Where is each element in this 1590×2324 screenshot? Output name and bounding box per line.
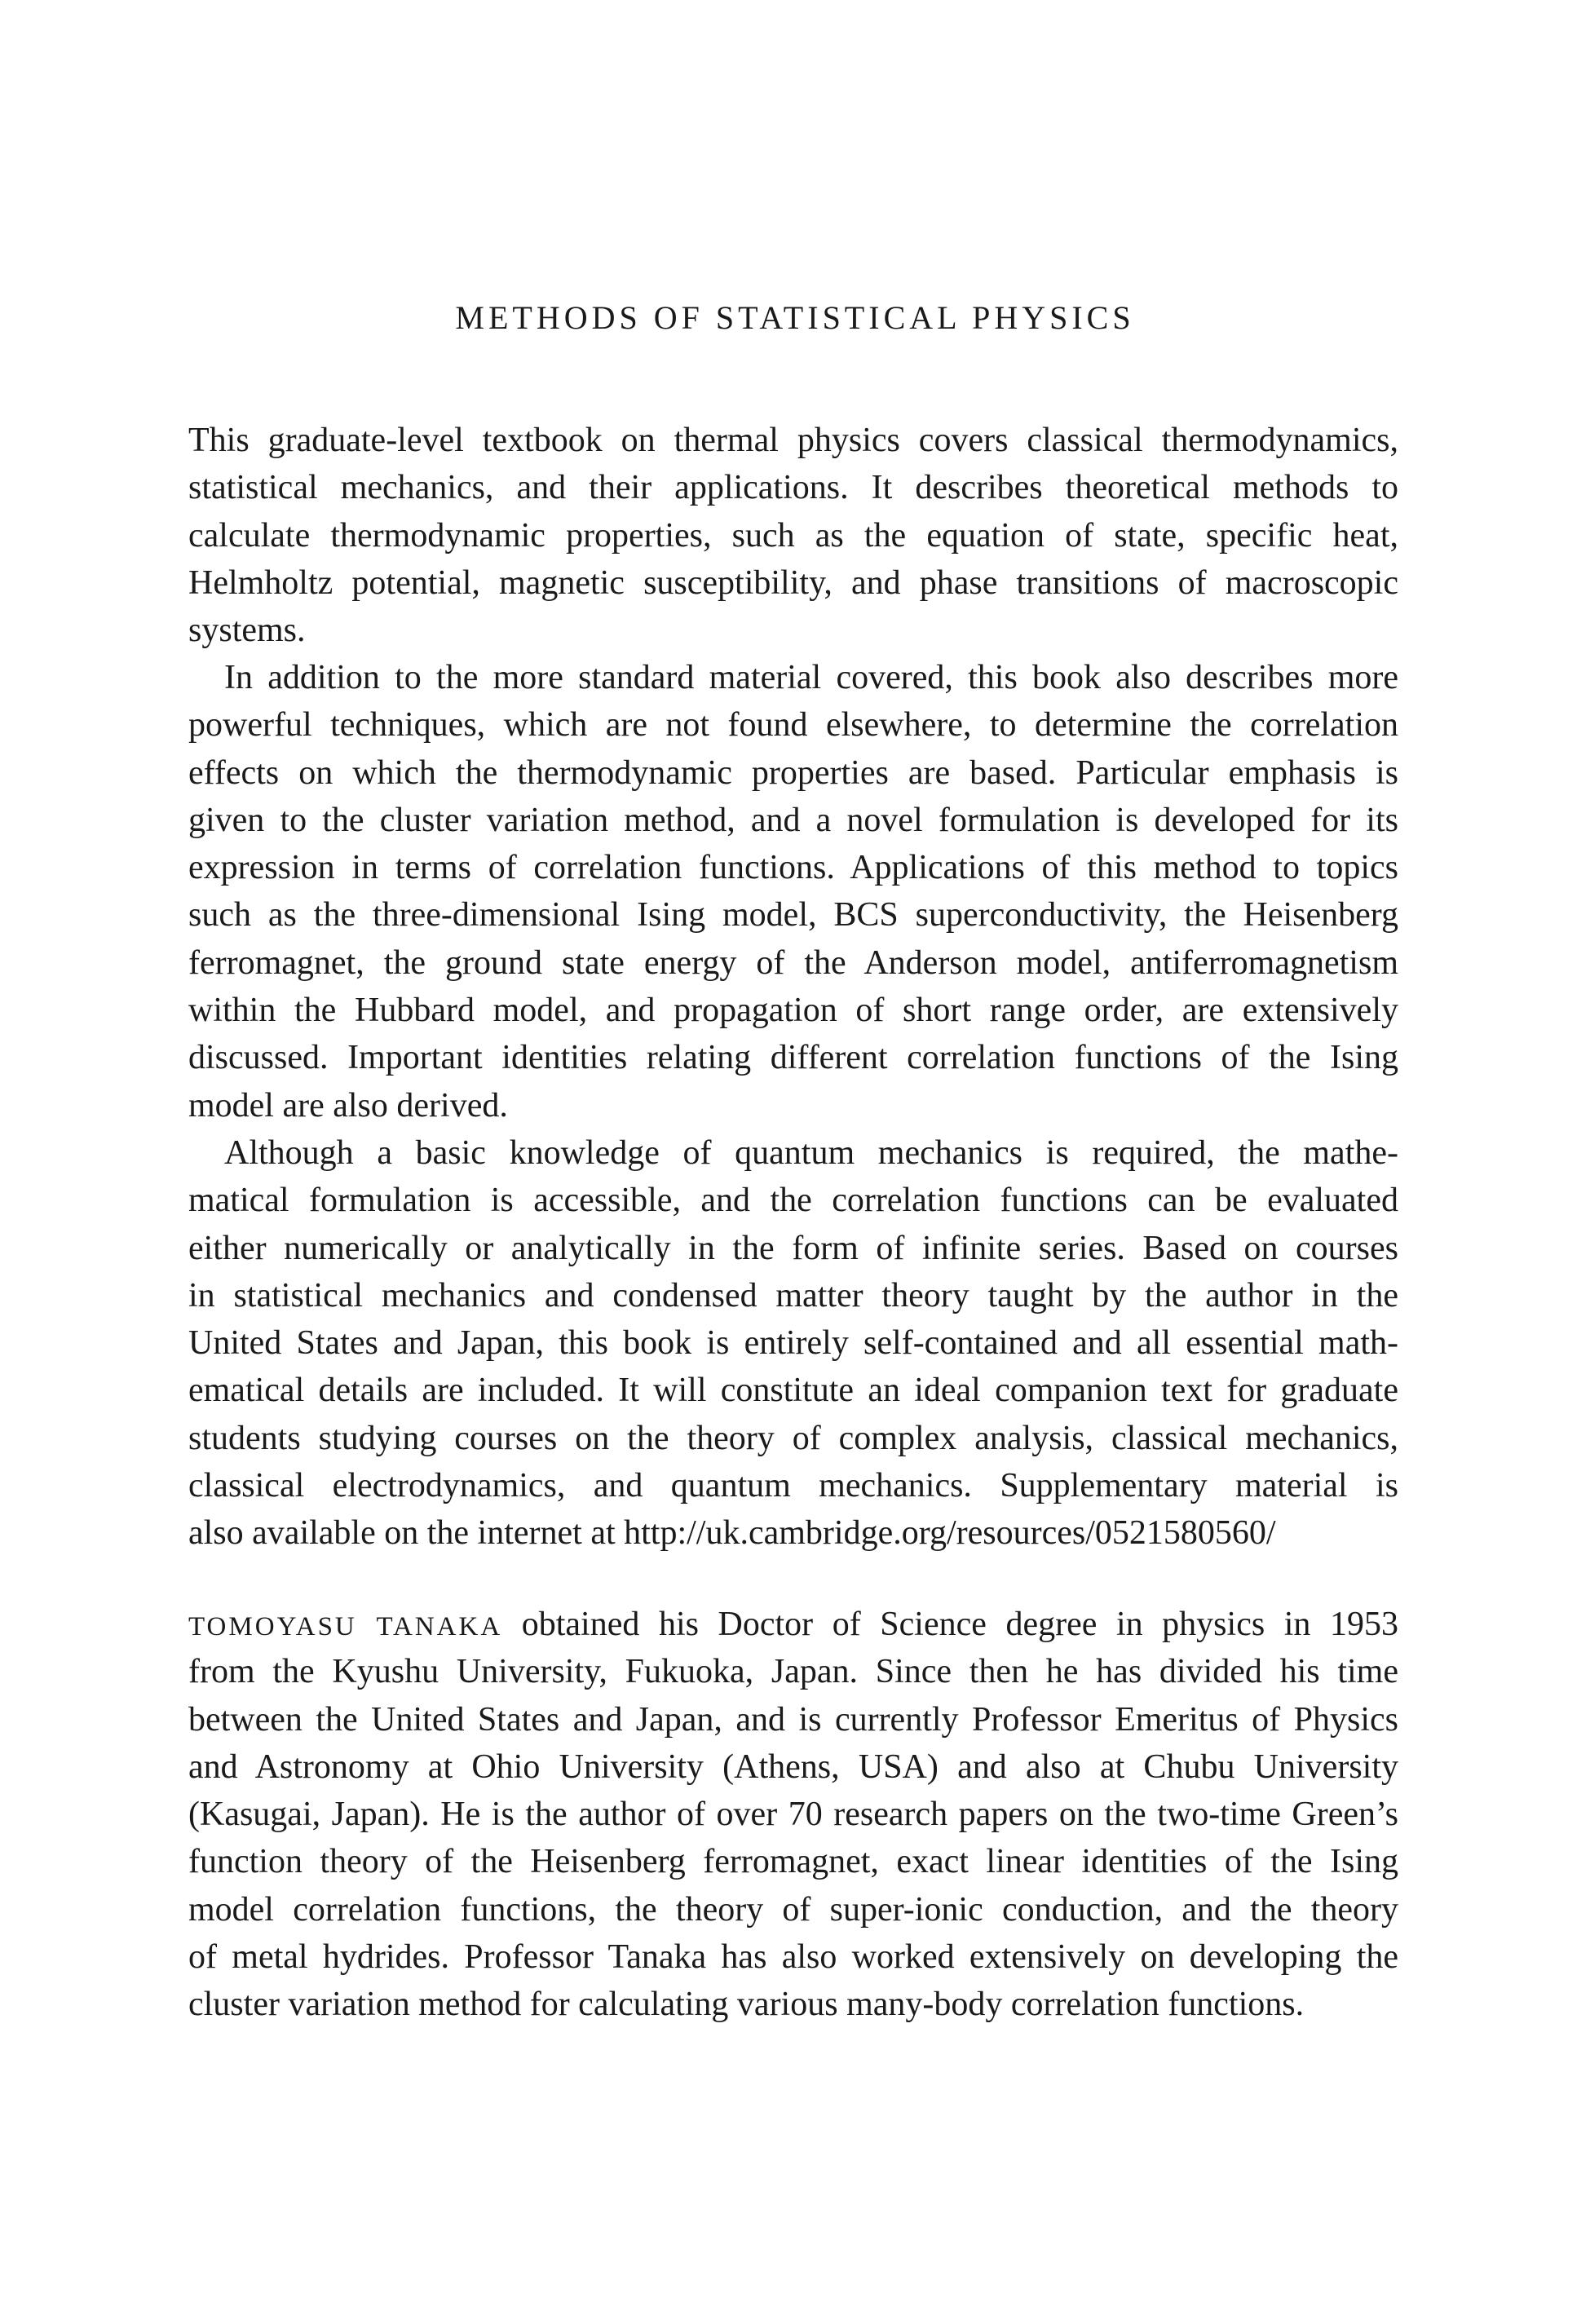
text-line: Helmholtz potential, magnetic susceptibility, and phase transitions of macroscopic [188,563,1398,602]
text-line: expression in terms of correlation functions. Applications of this method to topics [188,849,1398,887]
bio-lines [188,1648,1398,2028]
author-name: TOMOYASU TANAKA [188,1612,503,1641]
text-line: In addition to the more standard material covered, this book also describes more [224,659,1398,696]
text-line: calculate thermodynamic properties, such as the equation of state, specific heat, [188,516,1398,554]
text-line: between the United States and Japan, and is currently Professor Emeritus of Physics [188,1700,1398,1739]
text-line: ematical details are included. It will constitute an ideal companion text for graduate [188,1372,1398,1410]
author-bio [188,1601,1398,2029]
text-line: matical formulation is accessible, and the correlation functions can be evaluated [188,1182,1398,1220]
bio-first-line: TOMOYASU TANAKA obtained his Doctor of Science degree in physics in 1953 [188,1606,1399,1643]
text-line: United States and Japan, this book is entirely self-contained and all essential math- [188,1324,1398,1363]
text-line: ferromagnet, the ground state energy of the Anderson model, antiferromagnetism [188,943,1398,982]
text-line: also available on the internet at http://uk.cambridge.org/resources/0521580560/ [188,1514,1276,1553]
text-line: Although a basic knowledge of quantum mechanics is required, the mathe- [224,1134,1398,1172]
text-line: cluster variation method for calculating various many-body correlation functions. [188,1986,1305,2024]
text-line: students studying courses on the theory of complex analysis, classical mechanics, [188,1419,1398,1457]
text-line: powerful techniques, which are not found elsewhere, to determine the correlation [188,706,1398,744]
description-paragraph-2 [188,654,1398,1129]
text-line: effects on which the thermodynamic properties are based. Particular emphasis is [188,753,1398,792]
text-line: such as the three-dimensional Ising model, BCS superconductivity, the Heisenberg [188,896,1398,934]
text-line: discussed. Important identities relating different correlation functions of the Ising [188,1039,1398,1077]
text-line: either numerically or analytically in the form of infinite series. Based on courses [188,1229,1398,1267]
text-line: statistical mechanics, and their applications. It describes theoretical methods to [188,469,1398,507]
text-line: model correlation functions, the theory of super-ionic conduction, and the theory [188,1890,1398,1929]
text-line: (Kasugai, Japan). He is the author of over 70 research papers on the two-time Green’s [188,1796,1398,1834]
text-line: in statistical mechanics and condensed matter theory taught by the author in the [188,1276,1398,1314]
text-line: and Astronomy at Ohio University (Athens, USA) and also at Chubu University [188,1747,1398,1786]
text-line: function theory of the Heisenberg ferromagnet, exact linear identities of the Ising [188,1843,1398,1881]
description-paragraph-3 [188,1129,1398,1557]
text-line: within the Hubbard model, and propagation of short range order, are extensively [188,992,1398,1030]
text-line: classical electrodynamics, and quantum mechanics. Supplementary material is [188,1467,1398,1505]
text-line: from the Kyushu University, Fukuoka, Japan. Since then he has divided his time [188,1653,1398,1691]
description-paragraph-1 [188,417,1398,654]
book-title: METHODS OF STATISTICAL PHYSICS [455,299,1135,336]
text-line: This graduate-level textbook on thermal physics covers classical thermodynamics, [188,422,1398,459]
text-line: systems. [188,612,306,650]
text-line: given to the cluster variation method, and a novel formulation is developed for its [188,801,1398,839]
text-line: model are also derived. [188,1086,508,1124]
text-line: of metal hydrides. Professor Tanaka has also worked extensively on developing the [188,1938,1398,1977]
